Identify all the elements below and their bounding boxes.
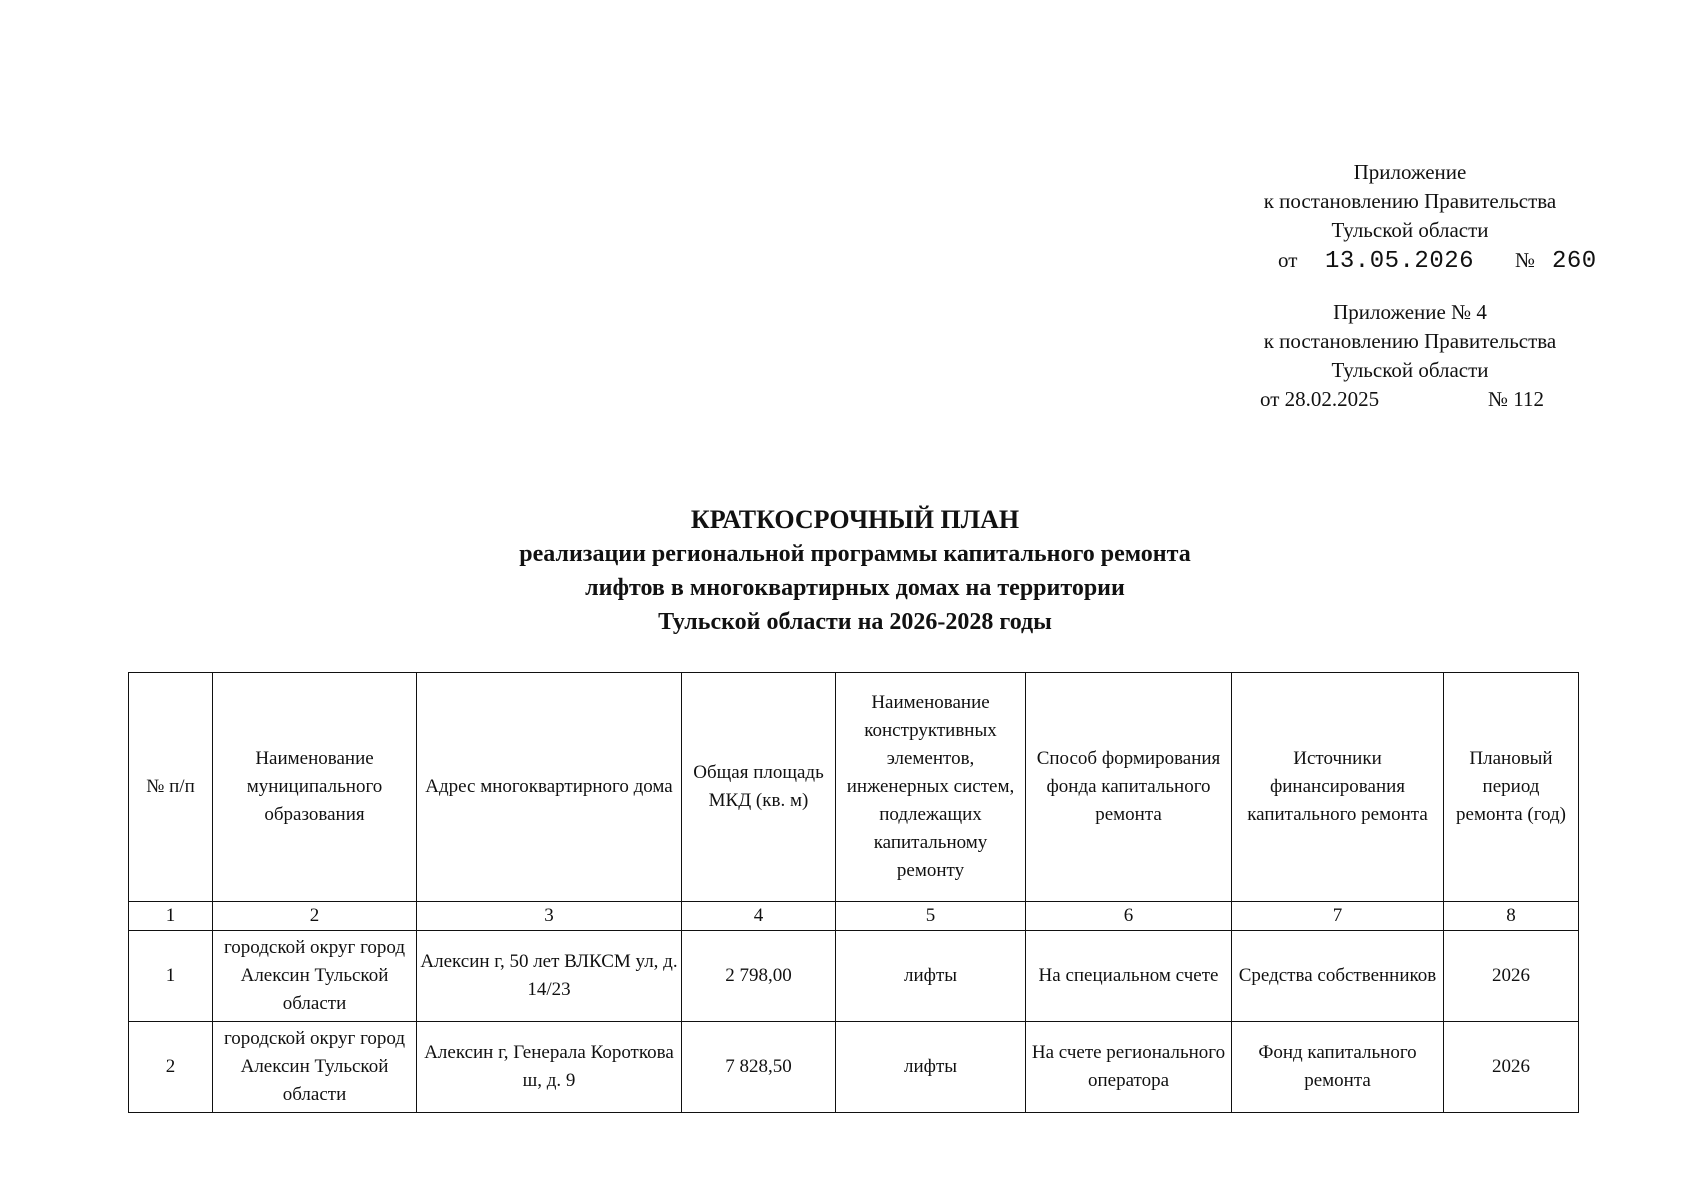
title-subline-3: Тульской области на 2026-2028 годы: [658, 609, 1052, 635]
cell-num: 1: [129, 931, 213, 1022]
cell-source: Фонд капитального ремонта: [1232, 1022, 1444, 1113]
cell-area: 7 828,50: [682, 1022, 836, 1113]
appendix-label: Приложение № 4: [1333, 300, 1487, 324]
appendix-region-line: Тульской области: [1331, 218, 1489, 242]
repair-plan-table: [128, 672, 1579, 1113]
header-cell-fund-method: Способ формирования фонда капитального ремонта: [1026, 673, 1232, 902]
header-cell-elements: Наименование конструктивных элементов, инженерных систем, подлежащих капитальному ремонту: [836, 673, 1026, 902]
appendix-resolution-line: к постановлению Правительства: [1263, 189, 1557, 213]
column-number: 2: [213, 902, 417, 931]
appendix-label: Приложение: [1353, 160, 1467, 184]
resolution-number-stamp: 260: [1552, 248, 1597, 275]
document-title: [330, 503, 1380, 639]
header-cell-address: Адрес многоквартирного дома: [417, 673, 682, 902]
resolution-date-stamp: 13.05.2026: [1325, 248, 1475, 275]
cell-elements: лифты: [836, 1022, 1026, 1113]
header-cell-municipality: Наименование муниципального образования: [213, 673, 417, 902]
title-main: КРАТКОСРОЧНЫЙ ПЛАН: [690, 505, 1020, 534]
date-prefix: от: [1278, 248, 1298, 272]
cell-year: 2026: [1444, 931, 1579, 1022]
cell-municipality: городской округ город Алексин Тульской области: [213, 931, 417, 1022]
column-number-row: [129, 902, 1579, 931]
column-number: 8: [1444, 902, 1579, 931]
table-row: [129, 931, 1579, 1022]
cell-year: 2026: [1444, 1022, 1579, 1113]
header-cell-year: Плановый период ремонта (год): [1444, 673, 1579, 902]
column-number: 5: [836, 902, 1026, 931]
column-number: 6: [1026, 902, 1232, 931]
column-number: 3: [417, 902, 682, 931]
number-prefix: №: [1515, 248, 1536, 272]
title-subline-2: лифтов в многоквартирных домах на территории: [585, 575, 1125, 601]
cell-address: Алексин г, 50 лет ВЛКСМ ул, д. 14/23: [417, 931, 682, 1022]
appendix-header-current: [1180, 158, 1640, 275]
cell-source: Средства собственников: [1232, 931, 1444, 1022]
column-number: 7: [1232, 902, 1444, 931]
table-row: [129, 1022, 1579, 1113]
table-header-row: [129, 673, 1579, 902]
appendix-region-line: Тульской области: [1331, 358, 1489, 382]
header-cell-source: Источники финансирования капитального ремонта: [1232, 673, 1444, 902]
cell-area: 2 798,00: [682, 931, 836, 1022]
appendix-date-number-line: [1180, 385, 1640, 415]
header-cell-area: Общая площадь МКД (кв. м): [682, 673, 836, 902]
appendix-resolution-line: к постановлению Правительства: [1263, 329, 1557, 353]
cell-municipality: городской округ город Алексин Тульской области: [213, 1022, 417, 1113]
column-number: 4: [682, 902, 836, 931]
column-number: 1: [129, 902, 213, 931]
header-cell-num: № п/п: [129, 673, 213, 902]
cell-fund-method: На специальном счете: [1026, 931, 1232, 1022]
appendix-date-number-line: [1180, 245, 1640, 275]
cell-elements: лифты: [836, 931, 1026, 1022]
appendix-header-original: [1180, 298, 1640, 415]
original-number: № 112: [1488, 387, 1545, 411]
cell-fund-method: На счете регионального оператора: [1026, 1022, 1232, 1113]
title-subline-1: реализации региональной программы капитального ремонта: [519, 541, 1191, 567]
cell-num: 2: [129, 1022, 213, 1113]
original-date: от 28.02.2025: [1260, 387, 1380, 411]
cell-address: Алексин г, Генерала Короткова ш, д. 9: [417, 1022, 682, 1113]
